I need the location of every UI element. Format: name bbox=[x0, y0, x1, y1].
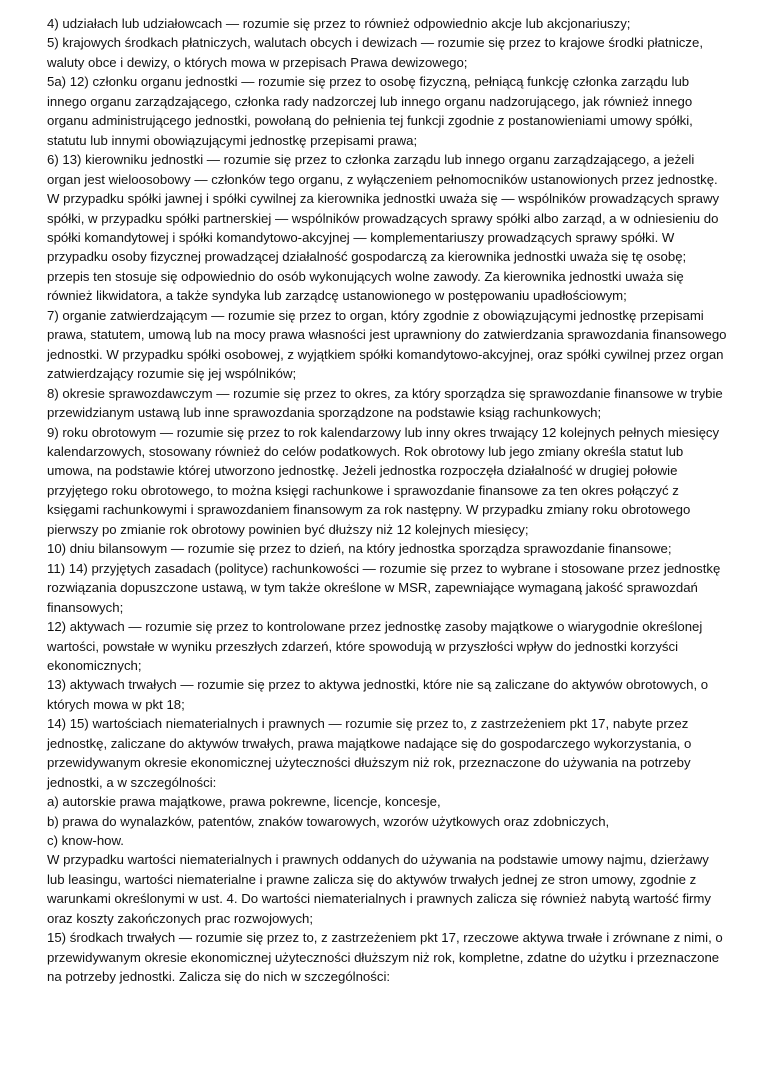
paragraph-pkt-15: 15) środkach trwałych — rozumie się przez to, z zastrzeżeniem pkt 17, rzeczowe aktywa trwałe i zrównane z nimi, o przewidywanym okresie ekonomicznej użyteczności dłuższym niż rok, kompletne, zdatne do użytku i przeznaczone na potrzeby jednostki. Zalicza się do nich w szczególności: bbox=[47, 930, 723, 985]
list-item-c: c) know-how. bbox=[47, 833, 124, 849]
document-page bbox=[47, 14, 727, 987]
paragraph-pkt-8: 8) okresie sprawozdawczym — rozumie się przez to okres, za który sporządza się sprawozdanie finansowe w trybie przewidzianym ustawą lub inne sprawozdania sporządzone na podstawie ksiąg rachunkowych; bbox=[47, 385, 723, 421]
paragraph-pkt-4: 4) udziałach lub udziałowcach — rozumie się przez to również odpowiednio akcje lub akcjonariuszy; bbox=[47, 16, 631, 31]
list-item-b: b) prawa do wynalazków, patentów, znaków towarowych, wzorów użytkowych oraz zdobniczych, bbox=[47, 813, 610, 829]
paragraph-pkt-9: 9) roku obrotowym — rozumie się przez to rok kalendarzowy lub inny okres trwający 12 kolejnych pełnych miesięcy kalendarzowych, stosowany również do celów podatkowych. Rok obrotowy lub jego zmiany określa statut lub umowa, na podstawie której utworzono jednostkę. Jeżeli jednostka rozpoczęła działalność w drugiej połowie przyjętego roku obrotowego, to można księgi rachunkowe i sprawozdanie finansowe za ten okres połączyć z księgami rachunkowymi i sprawozdaniem finansowym za rok następny. W przypadku zmiany roku obrotowego pierwszy po zmianie rok obrotowy powinien być dłuższy niż 12 kolejnych miesięcy; bbox=[47, 424, 720, 537]
paragraph-pkt-5: 5) krajowych środkach płatniczych, walutach obcych i dewizach — rozumie się przez to krajowe środki płatnicze, waluty obce i dewizy, o których mowa w przepisach Prawa dewizowego; bbox=[47, 35, 703, 70]
paragraph-pkt-13: 13) aktywach trwałych — rozumie się przez to aktywa jednostki, które nie są zaliczane do aktywów obrotowych, o których mowa w pkt 18; bbox=[47, 677, 709, 712]
paragraph-pkt-11: 11) 14) przyjętych zasadach (polityce) rachunkowości — rozumie się przez to wybrane i stosowane przez jednostkę rozwiązania dopuszczone ustawą, w tym także określone w MSR, zapewniające wymaganą jakość sprawozdań finansowych; bbox=[47, 560, 721, 615]
paragraph-pkt-5a: 5a) 12) członku organu jednostki — rozumie się przez to osobę fizyczną, pełniącą funkcję członka zarządu lub innego organu zarządzającego, członka rady nadzorczej lub innego organu nadzorującego, jak również innego organu administrującego jednostki, powołaną do pełnienia tej funkcji zgodnie z postanowieniami umowy spółki, statutu lub innymi obowiązującymi jednostkę przepisami prawa; bbox=[47, 74, 693, 148]
paragraph-pkt-12: 12) aktywach — rozumie się przez to kontrolowane przez jednostkę zasoby majątkowe o wiarygodnie określonej wartości, powstałe w wyniku przeszłych zdarzeń, które spowodują w przyszłości wpływ do jednostki korzyści ekonomicznych; bbox=[47, 619, 703, 673]
paragraph-pkt-10: 10) dniu bilansowym — rozumie się przez to dzień, na który jednostka sporządza sprawozdanie finansowe; bbox=[47, 541, 672, 557]
paragraph-pkt-6: 6) 13) kierowniku jednostki — rozumie się przez to członka zarządu lub innego organu zarządzającego, a jeżeli organ jest wieloosobowy — członków tego organu, z wyłączeniem pełnomocników ustanowionych przez jednostkę. W przypadku spółki jawnej i spółki cywilnej za kierownika jednostki uważa się — wspólników prowadzących sprawy spółki, w przypadku spółki partnerskiej — wspólników prowadzących sprawy spółki albo zarząd, a w odniesieniu do spółki komandytowej i spółki komandytowo-akcyjnej — komplementariuszy prowadzących sprawy spółki. W przypadku osoby fizycznej prowadzącej działalność gospodarczą za kierownika jednostki uważa się tę osobę; przepis ten stosuje się odpowiednio do osób wykonujących wolne zawody. Za kierownika jednostki uważa się również likwidatora, a także syndyka lub zarządcę ustanowionego w postępowaniu upadłościowym; bbox=[47, 152, 720, 304]
paragraph-pkt-14: 14) 15) wartościach niematerialnych i prawnych — rozumie się przez to, z zastrzeżeniem pkt 17, nabyte przez jednostkę, zaliczane do aktywów trwałych, prawa majątkowe nadające się do gospodarczego wykorzystania, o przewidywanym okresie ekonomicznej użyteczności dłuższym niż rok, przeznaczone do używania na potrzeby jednostki, a w szczególności: bbox=[47, 716, 692, 790]
list-item-a: a) autorskie prawa majątkowe, prawa pokrewne, licencje, koncesje, bbox=[47, 794, 441, 810]
paragraph-leasing-note: W przypadku wartości niematerialnych i prawnych oddanych do używania na podstawie umowy najmu, dzierżawy lub leasingu, wartości niematerialne i prawne zalicza się do aktywów trwałych jednej ze stron umowy, zgodnie z warunkami określonymi w ust. 4. Do wartości niematerialnych i prawnych zalicza się również nabytą wartość firmy oraz koszty zakończonych prac rozwojowych; bbox=[47, 852, 712, 926]
paragraph-pkt-7: 7) organie zatwierdzającym — rozumie się przez to organ, który zgodnie z obowiązującymi jednostkę przepisami prawa, statutem, umową lub na mocy prawa własności jest uprawniony do zatwierdzania sprawozdania finansowego jednostki. W przypadku spółki osobowej, z wyjątkiem spółki komandytowo-akcyjnej, oraz spółki cywilnej przez organ zatwierdzający rozumie się jej wspólników; bbox=[47, 307, 727, 382]
